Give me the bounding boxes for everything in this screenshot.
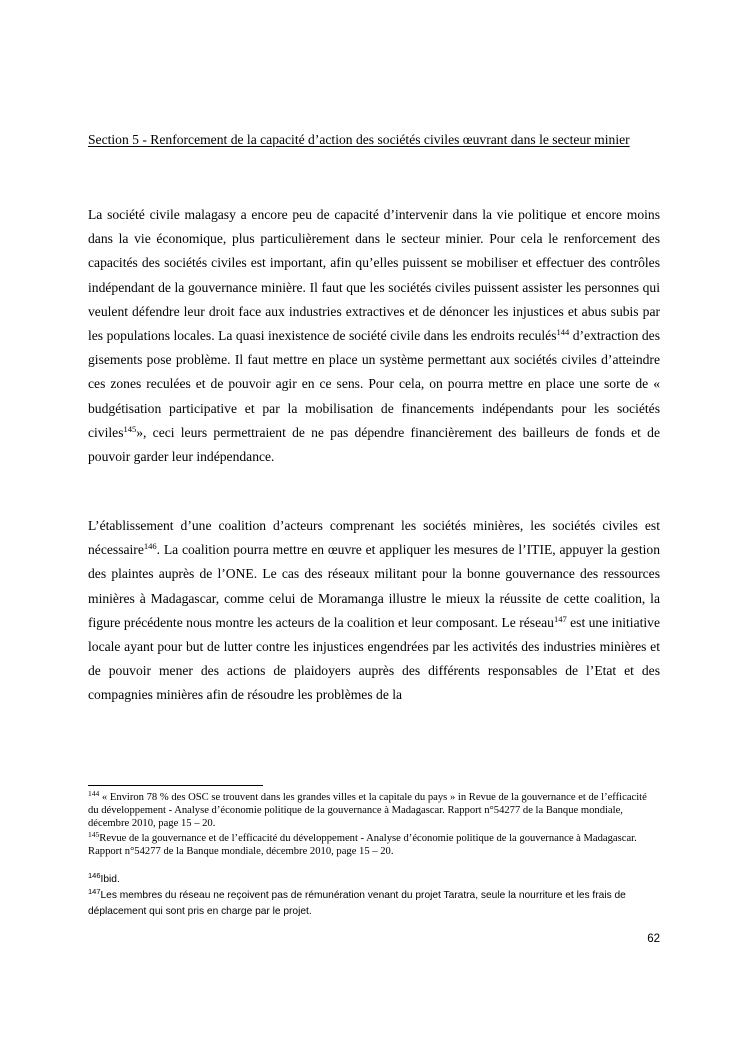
paragraph-2-text-b: . La coalition pourra mettre en œuvre et appliquer les mesures de l’ITIE, appuyer la gestion des plaintes auprès de l’ONE. Le cas des réseaux militant pour la bonne gouvernance des ressources minières à Madagascar, comme celui de Moramanga illustre le mieux la réussite de cette coalition, la figure précédente nous montre les acteurs de la coalition et leur composant. Le réseau xyxy=(88,542,660,630)
paragraph-1-text-b: d’extraction des gisements pose problème. Il faut mettre en place un système permettant aux sociétés civiles d’atteindre ces zones reculées et de pouvoir agir en ce sens. Pour cela, on pourra mettre en place une sorte de « budgétisation participative et par la mobilisation de financements indépendants pour les sociétés civiles xyxy=(88,328,660,440)
paragraph-2-text-c: est une initiative locale ayant pour but de lutter contre les injustices engendrées par les activités des industries minières et de pouvoir mener des actions de plaidoyers auprès des différents responsables de l’Etat et des compagnies minières afin de résoudre les problèmes de la xyxy=(88,614,660,703)
paragraph-1-text-a: La société civile malagasy a encore peu de capacité d’intervenir dans la vie politique et encore moins dans la vie économique, plus particulièrement dans le secteur minier. Pour cela le renforcement des capacités des sociétés civiles est important, afin qu’elles puissent se mobiliser et effectuer des contrôles indépendant de la gouvernance minière. Il faut que les sociétés civiles puissent assister les personnes qui veulent défendre leur droit face aux industries extractives et de dénoncer les injustices et abus subis par les populations locales. La quasi inexistence de société civile dans les endroits reculés xyxy=(88,207,660,344)
footnote-146 xyxy=(88,872,660,888)
section-heading: Section 5 - Renforcement de la capacité d’action des sociétés civiles œuvrant dans le secteur minier xyxy=(88,132,630,147)
footnote-text: « Environ 78 % des OSC se trouvent dans les grandes villes et la capitale du pays » in Revue de la gouvernance et de l’efficacité du développement - Analyse d’économie politique de la gouvernance à Madagascar. Rapport n°54277 de la Banque mondiale, décembre 2010, page 15 – 20. xyxy=(88,792,647,829)
footnote-145 xyxy=(88,832,660,858)
paragraph-1-text-c: », ceci leurs permettraient de ne pas dépendre financièrement des bailleurs de fonds et de pouvoir garder leur indépendance. xyxy=(88,424,660,465)
body-paragraph-1 xyxy=(88,203,660,469)
page-number: 62 xyxy=(647,933,660,945)
footnote-number: 144 xyxy=(88,789,100,798)
footnote-separator xyxy=(88,785,263,786)
footnote-text: Les membres du réseau ne reçoivent pas de rémunération venant du projet Taratra, seule la nourriture et les frais de déplacement qui sont pris en charge par le projet. xyxy=(88,890,626,917)
footnote-ref-147[interactable]: 147 xyxy=(553,613,567,624)
body-paragraph-2 xyxy=(88,514,660,708)
footnote-ref-144[interactable]: 144 xyxy=(556,327,570,338)
paragraph-2-text-a: L’établissement d’une coalition d’acteurs comprenant les sociétés minières, les sociétés civiles est nécessaire xyxy=(88,518,660,558)
footnote-ref-145[interactable]: 145 xyxy=(123,423,137,434)
footnote-number: 147 xyxy=(88,887,101,896)
footnote-text: Ibid. xyxy=(100,874,120,885)
footnote-number: 145 xyxy=(88,830,100,839)
footnote-147 xyxy=(88,888,660,920)
footnote-number: 146 xyxy=(88,871,101,880)
footnote-ref-146[interactable]: 146 xyxy=(143,541,157,552)
footnote-144 xyxy=(88,791,660,830)
footnote-text: Revue de la gouvernance et de l’efficacité du développement - Analyse d’économie politique de la gouvernance à Madagascar. Rapport n°54277 de la Banque mondiale, décembre 2010, page 15 – 20. xyxy=(88,833,637,857)
